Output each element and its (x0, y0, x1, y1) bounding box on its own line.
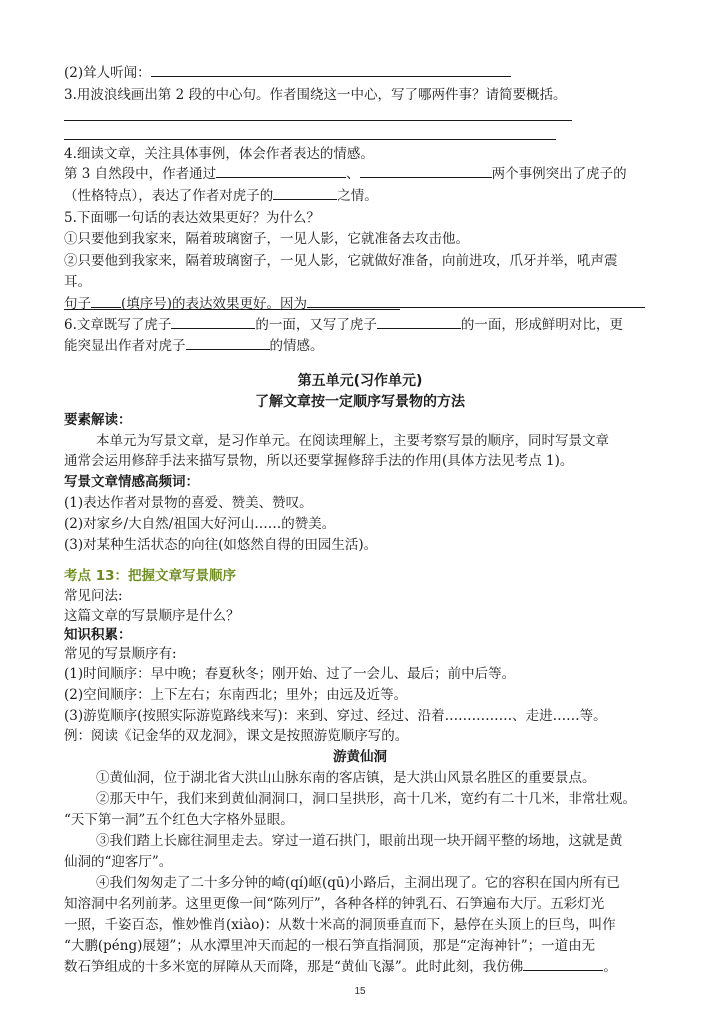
sentence-1: ①只要他到我家来，隔着玻璃窗子，一见人影，它就准备去攻击他。 (64, 231, 469, 247)
question-6-cont (64, 335, 324, 357)
passage-p4-line-3: 一照，千姿百态，惟妙惟肖(xiào)：从数十米高的洞顶垂直而下，悬停在头顶上的巨鸟，叫作 (64, 917, 616, 933)
answer-blank[interactable] (151, 62, 511, 77)
elements-paragraph-line-2: 通常会运用修辞手法来描写景物，所以还要掌握修辞手法的作用(具体方法见考点 1)。 (64, 453, 574, 469)
answer-blank[interactable] (377, 314, 461, 329)
p4e-text: 数石笋组成的十多米宽的屏障从天而降，那是“黄仙飞瀑”。此时此刻，我仿佛 (64, 959, 524, 975)
order-example: 例：阅读《记金华的双龙洞》，课文是按照游览顺序写的。 (64, 728, 409, 744)
answer-blank[interactable] (273, 185, 337, 200)
q2-2-label: (2)耸人听闻： (64, 65, 151, 81)
q5a-text: 句子 (64, 296, 91, 312)
question-2-2 (64, 62, 511, 84)
page-number: 15 (354, 986, 366, 997)
answer-blank[interactable] (523, 956, 603, 971)
q6-text-3: 的一面，形成鲜明对比，更 (460, 317, 623, 333)
question-4: 4.细读文章，关注具体事例，体会作者表达的情感。 (64, 146, 374, 162)
q4a-text: 第 3 自然段中，作者通过 (64, 166, 217, 182)
unit-title: 第五单元(习作单元) (297, 373, 423, 389)
passage-p1: ①黄仙洞，位于湖北省大洪山山脉东南的客店镇，是大洪山风景名胜区的重要景点。 (96, 770, 596, 786)
question-5: 5.下面哪一句话的表达效果更好？为什么？ (64, 210, 320, 226)
q6-text: 6.文章既写了虎子 (64, 317, 172, 333)
q6b-end: 的情感。 (269, 338, 324, 354)
question-5-answer (64, 293, 645, 315)
emotion-item-1: (1)表达作者对景物的喜爱、赞美、赞叹。 (64, 495, 313, 511)
keypoint-13-heading: 考点 13：把握文章写景顺序 (64, 568, 236, 584)
order-space: (2)空间顺序：上下左右；东南西北；里外；由远及近等。 (64, 687, 408, 703)
emotion-words-heading: 写景文章情感高频词： (64, 474, 199, 490)
common-question: 这篇文章的写景顺序是什么？ (64, 608, 240, 624)
answer-blank[interactable] (171, 314, 255, 329)
answer-blank[interactable] (216, 163, 346, 178)
q4b-text: （性格特点），表达了作者对虎子的 (64, 188, 274, 204)
emotion-item-3: (3)对某种生活状态的向往(如悠然自得的田园生活)。 (64, 537, 378, 553)
answer-blank[interactable] (307, 293, 645, 308)
q4a-end: 两个事例突出了虎子的 (491, 166, 627, 182)
passage-p3-line-1: ③我们踏上长廊往洞里走去。穿过一道石拱门，眼前出现一块开阔平整的场地，这就是黄 (96, 833, 623, 849)
question-6 (64, 314, 623, 336)
sentence-2: ②只要他到我家来，隔着玻璃窗子，一见人影，它就做好准备，向前进攻，爪牙并举，吼声震 (64, 253, 618, 269)
question-4-line-a (64, 163, 627, 185)
answer-line[interactable] (64, 139, 556, 140)
answer-blank[interactable] (360, 163, 492, 178)
q4a-sep: 、 (346, 166, 360, 182)
emotion-item-2: (2)对家乡/大自然/祖国大好河山……的赞美。 (64, 516, 336, 532)
question-4-line-b (64, 185, 378, 207)
unit-subtitle: 了解文章按一定顺序写景物的方法 (255, 394, 465, 410)
q4b-end: 之情。 (337, 188, 378, 204)
knowledge-heading: 知识积累： (64, 627, 132, 643)
q6b-text: 能突显出作者对虎子 (64, 338, 186, 354)
passage-p2-line-1: ②那天中午，我们来到黄仙洞洞口，洞口呈拱形，高十几米，宽约有二十几米，非常壮观。 (96, 791, 636, 807)
q5a-text-2: (填序号)的表达效果更好。因为 (121, 296, 308, 312)
elements-heading: 要素解读： (64, 412, 132, 428)
answer-blank[interactable] (186, 335, 270, 350)
passage-p3-line-2: 仙洞的“迎客厅”。 (64, 854, 173, 870)
orders-intro: 常见的写景顺序有: (64, 646, 177, 662)
sentence-2-cont: 耳。 (64, 274, 91, 290)
passage-p4-line-2: 知溶洞中名列前茅。这里更像一间“陈列厅”，各种各样的钟乳石、石笋遍布大厅。五彩灯光 (64, 896, 605, 912)
order-tour: (3)游览顺序(按照实际游览路线来写)：来到、穿过、经过、沿着……………、走进……等。 (64, 708, 607, 724)
passage-p4-line-5 (64, 956, 617, 978)
passage-title: 游黄仙洞 (333, 749, 387, 765)
p4e-end: 。 (603, 959, 617, 975)
passage-p2-line-2: “天下第一洞”五个红色大字格外显眼。 (64, 812, 294, 828)
q6-text-2: 的一面，又写了虎子 (255, 317, 377, 333)
answer-line[interactable] (64, 309, 400, 310)
elements-paragraph-line-1: 本单元为写景文章，是习作单元。在阅读理解上，主要考察写景的顺序，同时写景文章 (96, 433, 609, 449)
answer-line[interactable] (64, 120, 572, 121)
order-time: (1)时间顺序：早中晚；春夏秋冬；刚开始、过了一会儿、最后；前中后等。 (64, 666, 516, 682)
answer-blank[interactable] (91, 293, 121, 308)
common-questions-label: 常见问法: (64, 588, 123, 604)
passage-p4-line-4: “大鹏(péng)展翅”；从水潭里冲天而起的一根石笋直指洞顶，那是“定海神针”；一道由无 (64, 938, 596, 954)
question-3: 3.用波浪线画出第 2 段的中心句。作者围绕这一中心，写了哪两件事？请简要概括。 (64, 87, 567, 103)
passage-p4-line-1: ④我们匆匆走了二十多分钟的崎(qí)岖(qū)小路后，主洞出现了。它的容积在国内所有已 (96, 875, 620, 891)
